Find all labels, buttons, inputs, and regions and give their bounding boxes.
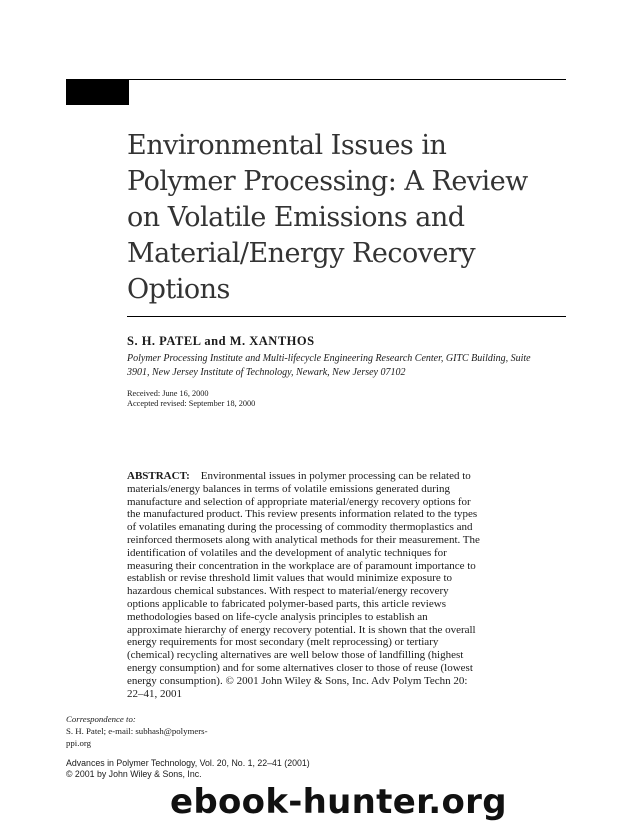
correspondence-note — [66, 713, 346, 749]
journal-reference: Advances in Polymer Technology, Vol. 20, No. 1, 22–41 (2001) — [66, 758, 310, 768]
copyright-line: © 2001 by John Wiley & Sons, Inc. — [66, 768, 202, 779]
top-rule — [66, 79, 566, 80]
journal-citation — [66, 758, 310, 779]
authors: S. H. PATEL and M. XANTHOS — [127, 334, 315, 348]
abstract-line: approximate hierarchy of energy recovery potential. It is shown that the overall — [127, 623, 476, 636]
affiliation-line: Polymer Processing Institute and Multi-lifecycle Engineering Research Center, GITC Building, Suite — [127, 353, 531, 364]
received-date: Received: June 16, 2000 — [127, 389, 209, 398]
abstract-line: methodologies based on life-cycle analysis principles to establish an — [127, 610, 428, 623]
abstract-line: energy requirements for most secondary (melt reprocessing) or tertiary — [127, 636, 439, 649]
abstract-line: energy consumption) and for some alternatives closer to those of reuse (lowest — [127, 661, 473, 674]
title-divider — [127, 316, 566, 317]
abstract-line: manufacture and selection of appropriate material/energy recovery options for — [127, 495, 471, 508]
abstract-line: reinforced thermosets along with analytical methods for their measurement. The — [127, 533, 480, 546]
correspondence-text-cont: ppi.org — [66, 738, 92, 748]
abstract-line: energy consumption). © 2001 John Wiley & Sons, Inc. Adv Polym Techn 20: — [127, 674, 468, 687]
abstract-line: establish or revise threshold limit values that would minimize exposure to — [127, 572, 453, 585]
submission-dates — [127, 389, 255, 409]
abstract-line: of volatiles emanating during the processing of commodity thermoplastics and — [127, 521, 473, 534]
correspondence-text: S. H. Patel; e-mail: subhash@polymers- — [66, 726, 208, 736]
correspondence-line — [66, 713, 346, 737]
watermark: ebook-hunter.org — [170, 782, 507, 822]
abstract-line: (chemical) recycling alternatives are well below those of landfilling (highest — [127, 649, 464, 662]
affiliation — [127, 352, 572, 379]
abstract-label: ABSTRACT: — [127, 470, 190, 482]
title-line: Environmental Issues in — [127, 130, 447, 161]
title-line: Polymer Processing: A Review — [127, 166, 528, 197]
abstract-text: Environmental issues in polymer processing can be related to — [200, 470, 471, 482]
abstract-line: hazardous chemical substances. With respect to material/energy recovery — [127, 585, 449, 598]
correspondence-label: Correspondence to: — [66, 714, 136, 724]
abstract-line: the manufactured product. This review presents information related to the types — [127, 508, 478, 521]
abstract-line: options applicable to fabricated polymer-based parts, this article reviews — [127, 597, 446, 610]
abstract — [127, 470, 567, 700]
title-line: Material/Energy Recovery — [127, 238, 476, 269]
abstract-line: materials/energy balances in terms of volatile emissions generated during — [127, 482, 450, 495]
article-title — [127, 128, 567, 308]
accepted-date: Accepted revised: September 18, 2000 — [127, 399, 256, 408]
affiliation-line: 3901, New Jersey Institute of Technology, Newark, New Jersey 07102 — [127, 366, 406, 378]
header-black-tab — [66, 80, 129, 105]
title-line: on Volatile Emissions and — [127, 202, 465, 233]
title-line: Options — [127, 274, 230, 305]
abstract-line: identification of volatiles and the development of analytic techniques for — [127, 546, 447, 559]
abstract-line: measuring their concentration in the workplace are of paramount importance to — [127, 559, 476, 572]
abstract-line-first — [127, 470, 567, 483]
abstract-line: 22–41, 2001 — [127, 687, 182, 700]
